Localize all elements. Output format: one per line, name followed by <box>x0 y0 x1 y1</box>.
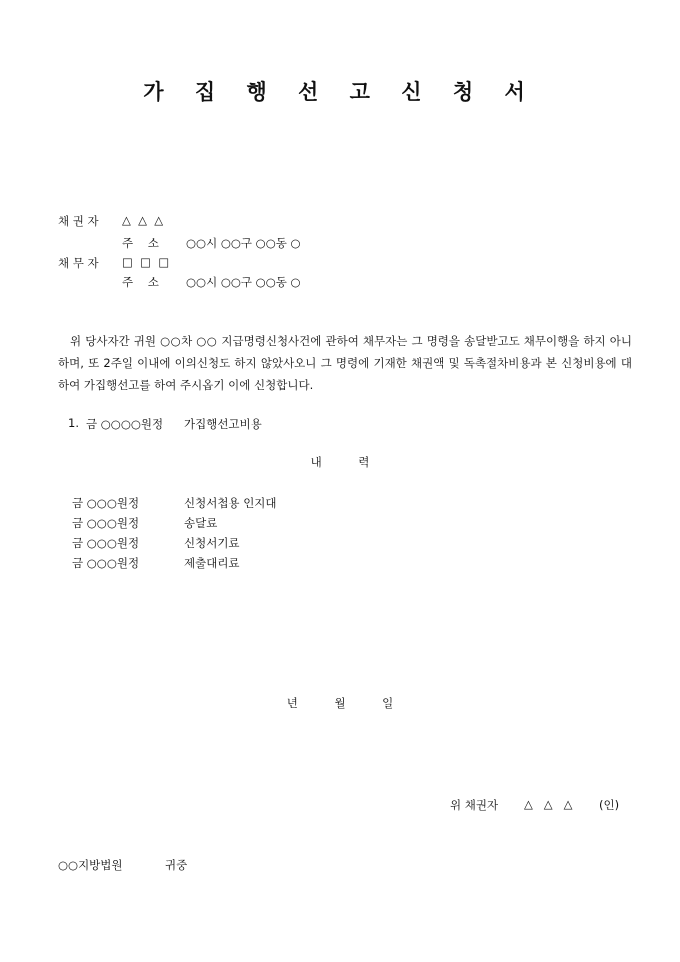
breakdown-amount: 금 ○○○원정 <box>72 556 140 570</box>
breakdown-amount: 금 ○○○원정 <box>72 536 140 550</box>
date-line: 년 월 일 <box>286 696 394 710</box>
breakdown-amount: 금 ○○○원정 <box>72 516 140 530</box>
breakdown-item: 신청서첩용 인지대 <box>184 496 277 510</box>
court-name: ○○지방법원 <box>58 858 123 872</box>
body-paragraph: 위 당사자간 귀원 ○○차 ○○ 지급명령신청사건에 관하여 채무자는 그 명령을 송달받고도 채무이행을 하지 아니하며, 또 2주일 이내에 이의신청도 하지 않았사오니 그 명령에 기재한 채권액 및 독촉절차비용과 본 신청비용에 대하여 가집행선고를 하여 주시옵기 이에 신청합니다. <box>58 334 632 392</box>
claim-amount: 금 ○○○○원정 <box>86 417 164 431</box>
signature-label: 위 채권자 <box>450 798 499 812</box>
debtor-address: ○○시 ○○구 ○○동 ○ <box>186 275 301 289</box>
debtor-address-label: 주 소 <box>122 275 159 289</box>
breakdown-heading: 내 력 <box>310 455 370 469</box>
claim-number: 1. <box>68 416 79 430</box>
document-title: 가 집 행 선 고 신 청 서 <box>143 79 537 104</box>
signature-name: △ △ △ <box>524 797 573 811</box>
claim-description: 가집행선고비용 <box>184 417 262 431</box>
breakdown-item: 신청서기료 <box>184 536 240 550</box>
creditor-address: ○○시 ○○구 ○○동 ○ <box>186 236 301 250</box>
creditor-address-label: 주 소 <box>122 236 159 250</box>
debtor-label: 채 무 자 <box>58 256 99 270</box>
court-suffix: 귀중 <box>165 858 188 872</box>
breakdown-item: 송달료 <box>184 516 218 530</box>
seal-mark: (인) <box>599 798 620 812</box>
breakdown-item: 제출대리료 <box>184 556 240 570</box>
debtor-name: □ □ □ <box>122 255 170 269</box>
creditor-name: △ △ △ <box>122 213 164 227</box>
breakdown-amount: 금 ○○○원정 <box>72 496 140 510</box>
creditor-label: 채 권 자 <box>58 214 99 228</box>
